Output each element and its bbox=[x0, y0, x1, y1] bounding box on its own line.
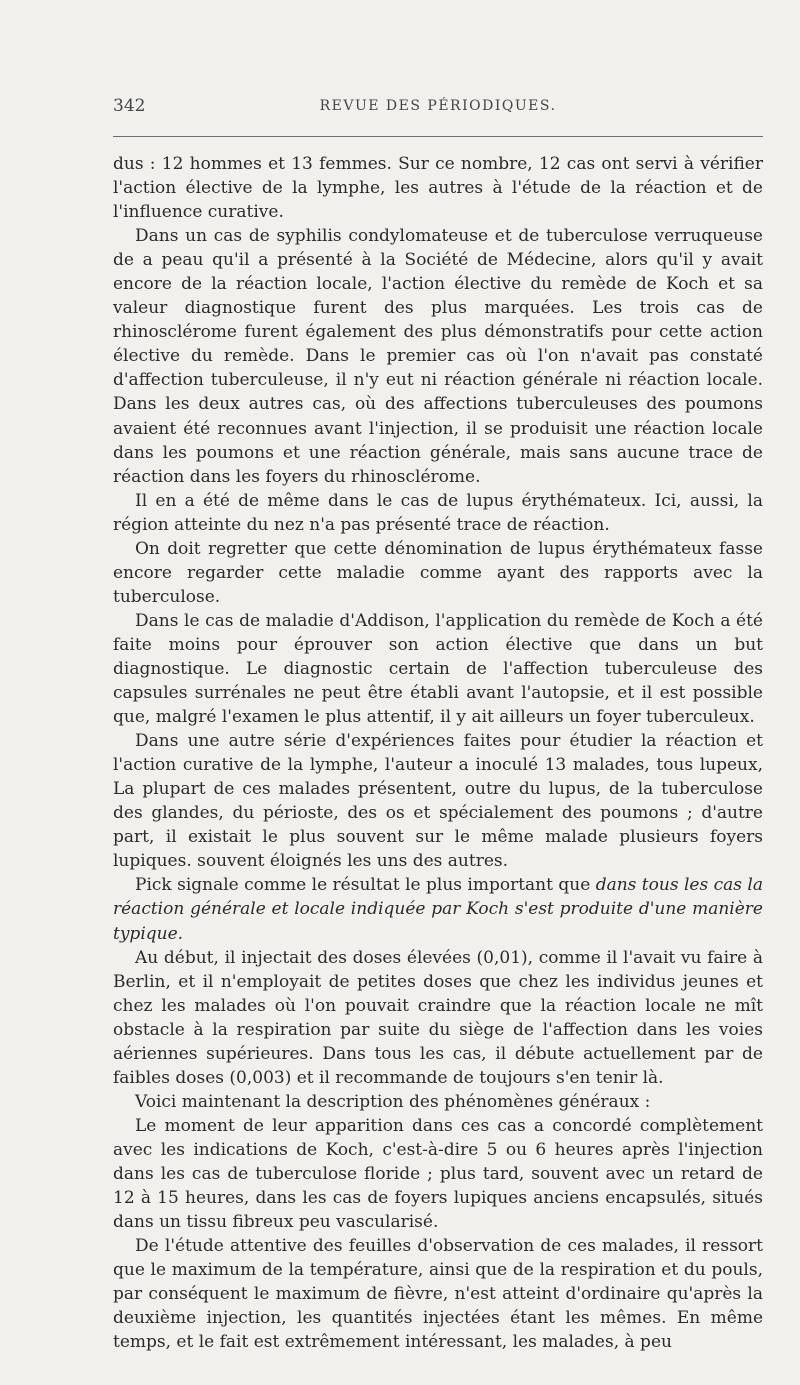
paragraph-text: Pick signale comme le résultat le plus important que bbox=[135, 875, 596, 896]
paragraph: Dans un cas de syphilis condylomateuse et de tuberculose verruqueuse de a peau qu'il a présenté à la Société de Médecine, alors qu'il y avait encore de la réaction locale, l'action élective du remède de Koch et sa valeur diagnostique furent des plus marquées. Les trois cas de rhinosclérome furent également des plus démonstratifs pour cette action élective du remède. Dans le premier cas où l'on n'avait pas constaté d'affection tuberculeuse, il n'y eut ni réaction générale ni réaction locale. Dans les deux autres cas, où des affections tuberculeuses des poumons avaient été reconnues avant l'injection, il se produisit une réaction locale dans les poumons et une réaction générale, mais sans aucune trace de réaction dans les foyers du rhinosclérome. bbox=[113, 226, 763, 487]
body-text bbox=[113, 152, 763, 1354]
paragraph: Au début, il injectait des doses élevées (0,01), comme il l'avait vu faire à Berlin, et il n'employait de petites doses que chez les individus jeunes et chez les malades où l'on pouvait craindre que la réaction locale ne mît obstacle à la respiration par suite du siège de l'affection dans les voies aériennes supérieures. Dans tous les cas, il débute actuellement par de faibles doses (0,003) et il recommande de toujours s'en tenir là. bbox=[113, 947, 763, 1088]
page-header bbox=[113, 96, 763, 122]
paragraph: Dans le cas de maladie d'Addison, l'application du remède de Koch a été faite moins pour éprouver son action élective que dans un but diagnostique. Le diagnostic certain de l'affection tuberculeuse des capsules surrénales ne peut être établi avant l'autopsie, et il est possible que, malgré l'examen le plus attentif, il y ait ailleurs un foyer tuberculeux. bbox=[113, 610, 763, 728]
paragraph: Voici maintenant la description des phénomènes généraux : bbox=[135, 1091, 651, 1112]
paragraph: De l'étude attentive des feuilles d'observation de ces malades, il ressort que le maximum de la température, ainsi que de la respiration et du pouls, par conséquent le maximum de fièvre, n'est atteint d'ordinaire qu'après la deuxième injection, les quantités injectées étant les mêmes. En même temps, et le fait est extrêmement intéressant, les malades, à peu bbox=[113, 1236, 763, 1353]
paragraph bbox=[113, 873, 763, 945]
paragraph: Dans une autre série d'expériences faites pour étudier la réaction et l'action curative de la lymphe, l'auteur a inoculé 13 malades, tous lupeux, La plupart de ces malades présentent, outre du lupus, de la tuberculose des glandes, du périoste, des os et spécialement des poumons ; d'autre part, il existait le plus souvent sur le même malade plusieurs foyers lupiques. souvent éloignés les uns des autres. bbox=[113, 731, 763, 872]
paragraph: Il en a été de même dans le cas de lupus érythémateux. Ici, aussi, la région atteinte du nez n'a pas présenté trace de réaction. bbox=[113, 490, 763, 535]
paragraph: On doit regretter que cette dénomination de lupus érythémateux fasse encore regarder cette maladie comme ayant des rapports avec la tuberculose. bbox=[113, 538, 763, 607]
paragraph: dus : 12 hommes et 13 femmes. Sur ce nombre, 12 cas ont servi à vérifier l'action élective de la lymphe, les autres à l'étude de la réaction et de l'influence curative. bbox=[113, 154, 763, 223]
page-number: 342 bbox=[113, 96, 146, 116]
header-rule bbox=[113, 136, 763, 137]
italic-quote: dans tous les cas la réaction générale et locale indiquée par Koch s'est produite d'une manière typique. bbox=[113, 875, 763, 944]
paragraph: Le moment de leur apparition dans ces cas a concordé complètement avec les indications de Koch, c'est-à-dire 5 ou 6 heures après l'injection dans les cas de tuberculose floride ; plus tard, souvent avec un retard de 12 à 15 heures, dans les cas de foyers lupiques anciens encapsulés, situés dans un tissu fibreux peu vascularisé. bbox=[113, 1115, 763, 1233]
running-title: REVUE DES PÉRIODIQUES. bbox=[319, 98, 557, 114]
